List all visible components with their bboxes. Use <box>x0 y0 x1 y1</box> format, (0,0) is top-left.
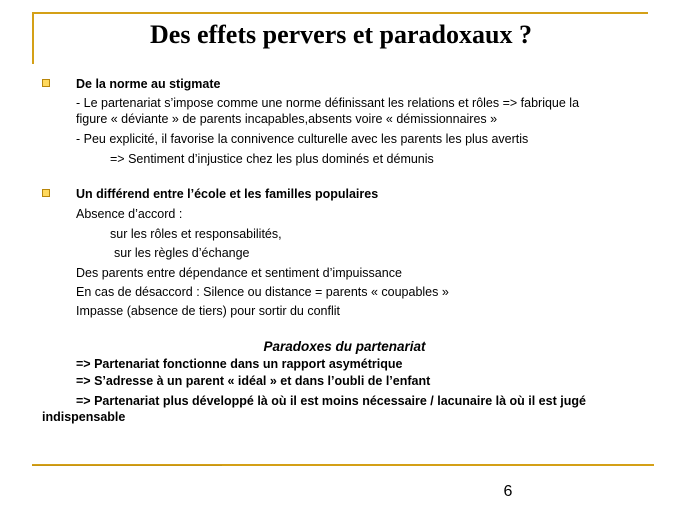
section1-line: figure « déviante » de parents incapables,absents voire « démissionnaires » <box>76 112 498 126</box>
section2-line: Absence d’accord : <box>76 207 183 221</box>
square-bullet-icon <box>42 79 50 87</box>
page-number: 6 <box>503 483 513 500</box>
footer-divider-accent <box>32 465 222 466</box>
slide-title: Des effets pervers et paradoxaux ? <box>150 20 532 49</box>
paradoxes-title: Paradoxes du partenariat <box>263 339 426 354</box>
section2-line: En cas de désaccord : Silence ou distance = parents « coupables » <box>76 285 449 299</box>
section2-line: sur les règles d’échange <box>114 246 250 260</box>
section1-heading: De la norme au stigmate <box>76 77 221 91</box>
section2-line: sur les rôles et responsabilités, <box>110 227 282 241</box>
title-frame-top-line <box>32 12 648 14</box>
section1-line: - Peu explicité, il favorise la connivence culturelle avec les parents les plus avertis <box>76 132 529 146</box>
paradox-line: indispensable <box>42 410 126 424</box>
square-bullet-icon <box>42 189 50 197</box>
section1-line: - Le partenariat s’impose comme une norme définissant les relations et rôles => fabrique la <box>76 96 580 110</box>
paradox-line: => S’adresse à un parent « idéal » et dans l’oubli de l’enfant <box>76 374 431 388</box>
section2-line: Des parents entre dépendance et sentiment d’impuissance <box>76 266 402 280</box>
section1-line: => Sentiment d’injustice chez les plus dominés et démunis <box>110 152 434 166</box>
paradox-line: => Partenariat plus développé là où il est moins nécessaire / lacunaire là où il est jugé <box>76 394 586 408</box>
section2-heading: Un différend entre l’école et les familles populaires <box>76 187 379 201</box>
section2-line: Impasse (absence de tiers) pour sortir du conflit <box>76 304 341 318</box>
paradox-line: => Partenariat fonctionne dans un rapport asymétrique <box>76 357 403 371</box>
